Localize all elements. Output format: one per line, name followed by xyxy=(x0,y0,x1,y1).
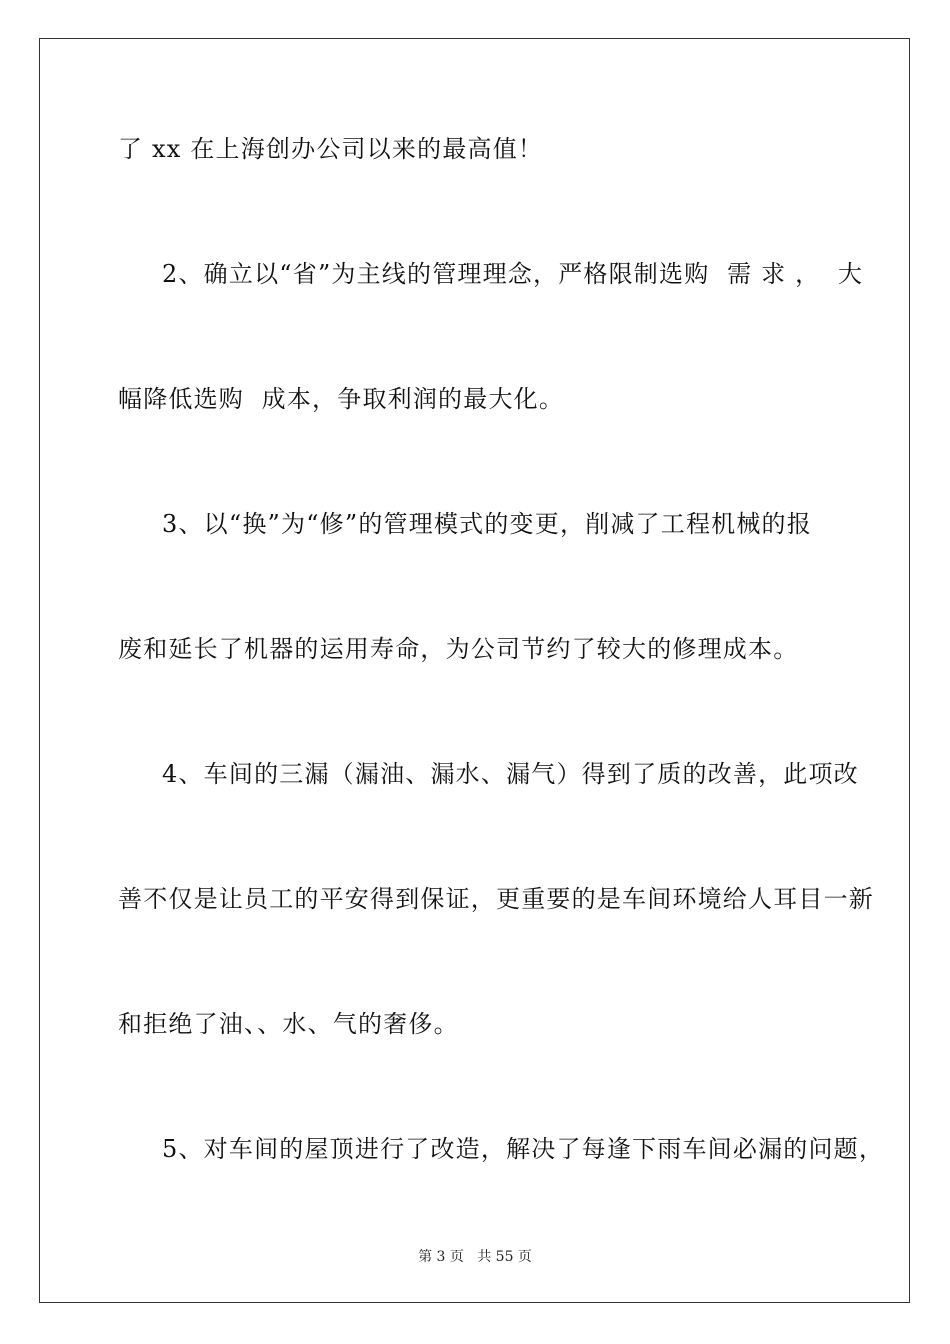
body-text-line: 幅降低选购 成本，争取利润的最大化。 xyxy=(118,385,565,413)
body-text-line: 和拒绝了油、、水、气的奢侈。 xyxy=(118,1010,459,1038)
body-text-line: 4、车间的三漏（漏油、漏水、漏气）得到了质的改善，此项改 xyxy=(162,760,859,788)
body-text-line: 了 xx 在上海创办公司以来的最高值！ xyxy=(118,135,544,163)
page-number-footer: 第 3 页 共 55 页 xyxy=(418,1249,532,1265)
body-text-line: 2、确立以“省”为主线的管理理念，严格限制选购 需 求 ， 大 xyxy=(162,260,864,288)
body-text-line: 善不仅是让员工的平安得到保证，更重要的是车间环境给人耳目一新 xyxy=(118,885,874,913)
body-text-line: 5、对车间的屋顶进行了改造，解决了每逢下雨车间必漏的问题， xyxy=(162,1135,885,1163)
body-text-line: 3、以“换”为“修”的管理模式的变更，削减了工程机械的报 xyxy=(162,510,812,538)
body-text-line: 废和延长了机器的运用寿命，为公司节约了较大的修理成本。 xyxy=(118,635,799,663)
page-border xyxy=(39,38,910,1303)
